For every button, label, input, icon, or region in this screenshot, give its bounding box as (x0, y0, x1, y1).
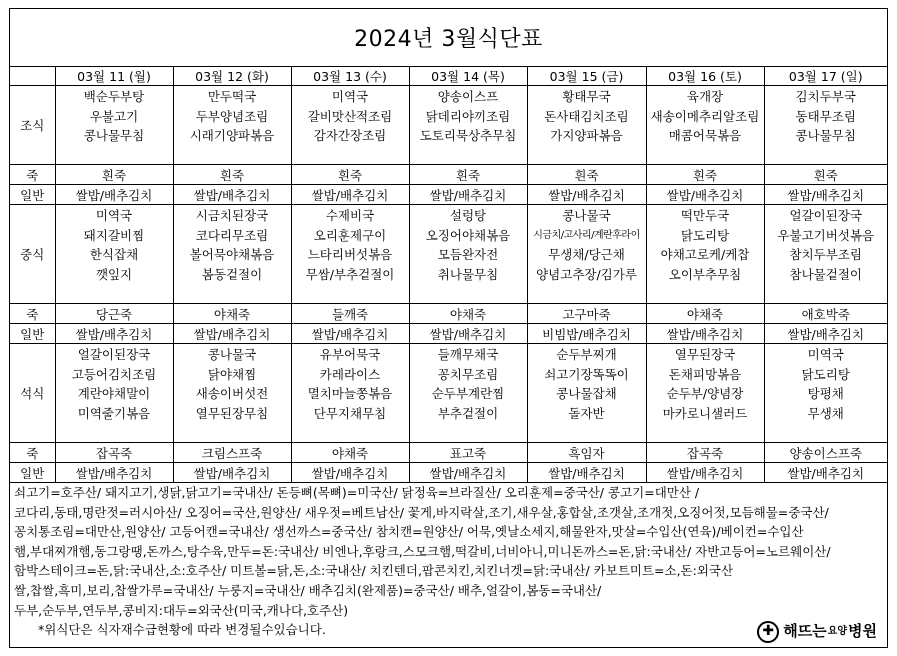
menu-item: 돼지갈비찜 (83, 227, 145, 243)
menu-item: 우불고기버섯볶음 (777, 227, 875, 243)
menu-cell (291, 344, 409, 443)
menu-item: 유부어묵국 (319, 347, 381, 362)
menu-item: 만두떡국 (207, 89, 257, 104)
menu-cell (55, 86, 173, 165)
menu-cell (55, 205, 173, 304)
menu-item: 콩나물국 (562, 208, 611, 223)
menu-item: 김치두부국 (795, 89, 856, 104)
general-cell: 쌀밥/배추김치 (409, 463, 527, 483)
menu-item: 무생채 (807, 405, 844, 421)
menu-item: 취나물무침 (437, 266, 499, 282)
menu-item: 무생채/당근채 (548, 247, 625, 262)
menu-table (10, 67, 887, 483)
origin-line: 두부,순두부,연두부,콩비지:대두=외국산(미국,캐나다,호주산) (14, 602, 349, 618)
porridge-cell: 흰죽 (173, 165, 291, 185)
general-cell: 쌀밥/배추김치 (291, 463, 409, 483)
menu-item: 떡만두국 (680, 208, 730, 223)
menu-sheet (9, 8, 888, 648)
logo-text-1: 해뜨는 (783, 622, 827, 641)
porridge-cell: 크림스프죽 (173, 443, 291, 463)
menu-cell (764, 86, 887, 165)
porridge-cell: 고구마죽 (527, 304, 646, 324)
general-cell: 쌀밥/배추김치 (173, 185, 291, 205)
menu-item: 꽁치무조림 (437, 366, 499, 382)
porridge-label: 죽 (10, 443, 55, 463)
day-header: 03월 17 (일) (764, 67, 887, 86)
general-cell: 쌀밥/배추김치 (764, 463, 887, 483)
porridge-cell: 흰죽 (55, 165, 173, 185)
origin-line: 코다리,동태,명란젓=러시아산/ 오징어=국산,원양산/ 새우젓=베트남산/ 꽃게,바지락살,조기,새우살,홍합살,조갯살,조개젓,오징어젓,모듬해물=중국산/ (14, 504, 829, 520)
menu-item: 육개장 (686, 89, 724, 104)
menu-item: 한식잡채 (89, 247, 139, 262)
porridge-cell: 표고죽 (409, 443, 527, 463)
origin-line: 쌀,찹쌀,흑미,보리,찹쌀가루=국내산/ 누룽지=국내산/ 배추김치(완제품)=중국산/ 배추,얼갈이,봄동=국내산/ (14, 582, 602, 598)
menu-cell (409, 205, 527, 304)
menu-item: 두부양념조림 (195, 108, 269, 124)
menu-item: 우불고기 (89, 108, 139, 124)
porridge-cell: 들깨죽 (291, 304, 409, 324)
breakfast-porridge-row (10, 165, 887, 185)
menu-item: 콩나물국 (207, 347, 257, 362)
menu-cell (646, 344, 764, 443)
menu-cell (527, 86, 646, 165)
menu-cell (527, 344, 646, 443)
breakfast-general-row (10, 185, 887, 205)
general-cell: 쌀밥/배추김치 (55, 463, 173, 483)
menu-item: 봄동겉절이 (201, 266, 263, 282)
menu-item: 볼어묵야채볶음 (189, 247, 275, 262)
menu-item: 들깨무채국 (437, 347, 499, 362)
porridge-cell: 흑임자 (527, 443, 646, 463)
porridge-cell: 야채죽 (173, 304, 291, 324)
menu-item: 콩나물무침 (83, 128, 145, 143)
day-header: 03월 11 (월) (55, 67, 173, 86)
menu-item: 돈채피망볶음 (668, 366, 742, 382)
menu-item: 콩나물무침 (795, 128, 856, 143)
menu-item: 양송이스프 (437, 89, 499, 104)
porridge-cell: 흰죽 (764, 165, 887, 185)
menu-item: 새송이버섯전 (195, 386, 269, 401)
menu-item: 닭데리야끼조림 (425, 108, 511, 124)
menu-cell (173, 86, 291, 165)
menu-cell (646, 86, 764, 165)
day-header: 03월 14 (목) (409, 67, 527, 86)
day-header: 03월 16 (토) (646, 67, 764, 86)
menu-item: 얼갈이된장국 (789, 208, 862, 223)
general-cell: 쌀밥/배추김치 (527, 185, 646, 205)
menu-item: 시금치된장국 (195, 208, 269, 223)
menu-item: 미역국 (95, 208, 133, 223)
dinner-general-row (10, 463, 887, 483)
meal-label-lunch: 중식 (10, 205, 55, 304)
general-cell: 쌀밥/배추김치 (646, 185, 764, 205)
general-cell: 쌀밥/배추김치 (646, 463, 764, 483)
menu-item: 느타리버섯볶음 (307, 247, 393, 262)
hospital-logo (757, 621, 877, 643)
general-cell: 쌀밥/배추김치 (764, 185, 887, 205)
general-cell: 쌀밥/배추김치 (764, 324, 887, 344)
menu-item: 닭야채찜 (207, 366, 257, 382)
menu-item: 단무지채무침 (313, 405, 387, 421)
menu-item: 카레라이스 (319, 366, 381, 382)
menu-cell (764, 344, 887, 443)
lunch-porridge-row (10, 304, 887, 324)
menu-item: 코다리무조림 (195, 227, 269, 243)
menu-item: 오이부추무침 (668, 266, 742, 282)
menu-item: 감자간장조림 (313, 128, 387, 143)
general-cell: 쌀밥/배추김치 (173, 324, 291, 344)
menu-item: 순두부찌개 (556, 347, 617, 362)
menu-item: 쇠고기장똑똑이 (544, 366, 629, 382)
menu-item: 시금치/고사리/계란후라이 (533, 229, 640, 241)
porridge-label: 죽 (10, 304, 55, 324)
menu-item: 시래기양파볶음 (189, 128, 275, 143)
porridge-cell: 흰죽 (646, 165, 764, 185)
lunch-row (10, 205, 887, 304)
menu-item: 미역줄기볶음 (77, 405, 151, 421)
menu-item: 돌자반 (568, 405, 605, 421)
corner-cell (10, 67, 55, 86)
menu-item: 갈비맛산적조림 (307, 108, 393, 124)
menu-item: 깻잎지 (95, 266, 133, 282)
footnote: *위식단은 식자재수급현황에 따라 변경될수있습니다. (38, 622, 326, 638)
general-label: 일반 (10, 324, 55, 344)
menu-cell (173, 344, 291, 443)
general-cell: 쌀밥/배추김치 (291, 185, 409, 205)
menu-item: 열무된장무침 (195, 405, 269, 421)
porridge-label: 죽 (10, 165, 55, 185)
menu-item: 새송이메추리알조림 (650, 108, 760, 124)
menu-item: 모듬완자전 (437, 247, 499, 262)
menu-item: 동태무조림 (795, 108, 856, 124)
header-row (10, 67, 887, 86)
origin-line: 함박스테이크=돈,닭:국내산,소:호주산/ 미트볼=닭,돈,소:국내산/ 치킨텐더,팝콘치킨,치킨너겟=닭:국내산/ 카보트미트=소,돈:외국산 (14, 563, 734, 579)
menu-item: 매콤어묵볶음 (668, 128, 742, 143)
general-cell: 쌀밥/배추김치 (646, 324, 764, 344)
menu-item: 설렁탕 (449, 208, 487, 223)
menu-cell (764, 205, 887, 304)
origin-line: 햄,부대찌개햄,동그랑땡,돈까스,탕수육,만두=돈:국내산/ 비엔나,후랑크,스모크햄,떡갈비,너비아니,미니돈까스=돈,닭:국내산/ 자반고등어=노르웨이산/ (14, 543, 831, 559)
menu-item: 오리훈제구이 (313, 227, 387, 243)
menu-item: 무쌈/부추겉절이 (305, 266, 395, 282)
menu-item: 황태무국 (562, 89, 611, 104)
general-cell: 쌀밥/배추김치 (409, 185, 527, 205)
porridge-cell: 잡곡죽 (55, 443, 173, 463)
menu-cell (291, 86, 409, 165)
porridge-cell: 당근죽 (55, 304, 173, 324)
menu-item: 양념고추장/김가루 (536, 266, 637, 282)
general-cell: 쌀밥/배추김치 (291, 324, 409, 344)
day-header: 03월 15 (금) (527, 67, 646, 86)
general-cell: 쌀밥/배추김치 (55, 324, 173, 344)
menu-item: 순두부/양념장 (666, 386, 744, 401)
menu-item: 순두부계란찜 (431, 386, 505, 401)
meal-label-breakfast: 조식 (10, 86, 55, 165)
menu-item: 닭도리탕 (801, 366, 850, 382)
porridge-cell: 야채죽 (646, 304, 764, 324)
menu-item: 얼갈이된장국 (77, 347, 151, 362)
menu-item: 미역국 (331, 89, 369, 104)
menu-item: 계란야채말이 (77, 386, 151, 401)
menu-item: 탕평채 (807, 386, 844, 401)
menu-item: 오징어야채볶음 (425, 227, 511, 243)
day-header: 03월 12 (화) (173, 67, 291, 86)
menu-item: 열무된장국 (674, 347, 736, 362)
general-cell: 쌀밥/배추김치 (409, 324, 527, 344)
menu-cell (409, 344, 527, 443)
hospital-cross-icon: ✚ (757, 621, 779, 643)
menu-item: 닭도리탕 (680, 227, 730, 243)
general-cell: 비빔밥/배추김치 (527, 324, 646, 344)
porridge-cell: 흰죽 (409, 165, 527, 185)
menu-item: 돈사태김치조림 (544, 108, 629, 124)
menu-item: 가지양파볶음 (550, 128, 623, 143)
porridge-cell: 흰죽 (527, 165, 646, 185)
menu-item: 마카로니샐러드 (662, 405, 748, 421)
menu-item: 고등어김치조림 (71, 366, 157, 382)
logo-text-2: 병원 (848, 622, 877, 641)
origin-line: 꽁치통조림=대만산,원양산/ 고등어캔=국내산/ 생선까스=중국산/ 참치캔=원양산/ 어묵,옛날소세지,해물완자,맛살=수입산(연육)/베이컨=수입산 (14, 524, 804, 540)
menu-item: 야채고로케/케찹 (660, 247, 750, 262)
page-title: 2024년 3월식단표 (10, 9, 887, 67)
logo-text-mid: 요양 (827, 626, 848, 638)
lunch-general-row (10, 324, 887, 344)
porridge-cell: 흰죽 (291, 165, 409, 185)
porridge-cell: 애호박죽 (764, 304, 887, 324)
menu-cell (291, 205, 409, 304)
general-cell: 쌀밥/배추김치 (527, 463, 646, 483)
menu-cell (646, 205, 764, 304)
general-label: 일반 (10, 185, 55, 205)
menu-item: 멸치마늘쫑볶음 (307, 386, 393, 401)
menu-cell (527, 205, 646, 304)
general-cell: 쌀밥/배추김치 (55, 185, 173, 205)
menu-item: 부추겉절이 (437, 405, 499, 421)
day-header: 03월 13 (수) (291, 67, 409, 86)
menu-cell (55, 344, 173, 443)
porridge-cell: 야채죽 (409, 304, 527, 324)
menu-cell (409, 86, 527, 165)
origin-notes (10, 483, 887, 649)
menu-cell (173, 205, 291, 304)
porridge-cell: 야채죽 (291, 443, 409, 463)
menu-item: 백순두부탕 (83, 89, 145, 104)
porridge-cell: 잡곡죽 (646, 443, 764, 463)
general-label: 일반 (10, 463, 55, 483)
breakfast-row (10, 86, 887, 165)
dinner-porridge-row (10, 443, 887, 463)
menu-item: 수제비국 (325, 208, 375, 223)
porridge-cell: 양송이스프죽 (764, 443, 887, 463)
menu-item: 미역국 (807, 347, 844, 362)
menu-item: 참치두부조림 (789, 247, 862, 262)
general-cell: 쌀밥/배추김치 (173, 463, 291, 483)
origin-line: 쇠고기=호주산/ 돼지고기,생닭,닭고기=국내산/ 돈등뼈(목뼈)=미국산/ 닭정육=브라질산/ 오리훈제=중국산/ 콩고기=대만산 / (14, 485, 700, 500)
menu-item: 참나물겉절이 (789, 266, 862, 282)
dinner-row (10, 344, 887, 443)
menu-item: 콩나물잡채 (556, 386, 617, 401)
meal-label-dinner: 석식 (10, 344, 55, 443)
menu-item: 도토리묵상추무침 (419, 128, 517, 143)
